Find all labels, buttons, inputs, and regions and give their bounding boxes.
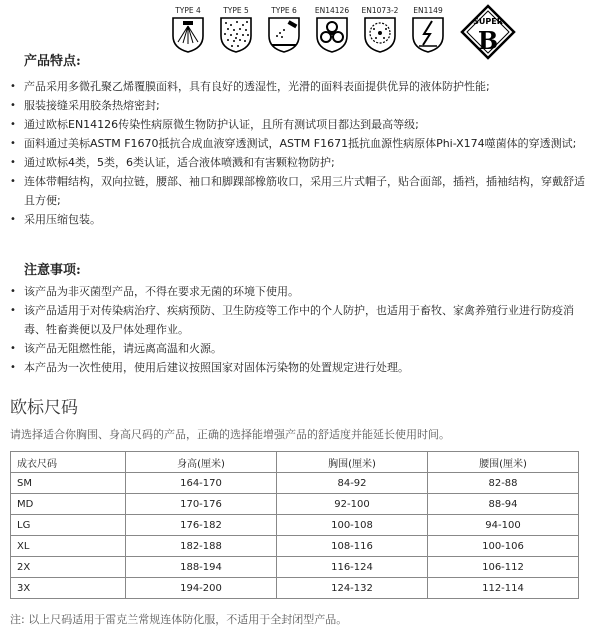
light-spray-icon [266, 16, 302, 54]
logo-text-super: SUPER [473, 17, 503, 26]
table-cell: 88-94 [428, 494, 579, 515]
table-row [11, 578, 579, 599]
table-header-cell: 腰围(厘米) [428, 452, 579, 473]
table-cell: 108-116 [277, 536, 428, 557]
table-cell: 100-106 [428, 536, 579, 557]
list-item: • 该产品无阻燃性能，请远离高温和火源。 [8, 339, 593, 358]
antistatic-icon [410, 16, 446, 54]
features-title: 产品特点: [24, 54, 81, 69]
table-cell: 176-182 [126, 515, 277, 536]
biohazard-icon [314, 16, 350, 54]
table-header-cell: 身高(厘米) [126, 452, 277, 473]
list-item: • 本产品为一次性使用，使用后建议按照国家对固体污染物的处置规定进行处理。 [8, 358, 593, 377]
table-cell: 188-194 [126, 557, 277, 578]
table-cell: 3X [11, 578, 126, 599]
cert-label: TYPE 6 [271, 6, 297, 15]
table-cell: 194-200 [126, 578, 277, 599]
features-list [8, 77, 593, 229]
table-row [11, 557, 579, 578]
cert-label: TYPE 4 [175, 6, 201, 15]
table-cell: 2X [11, 557, 126, 578]
table-header-row [11, 452, 579, 473]
certification-icons [168, 6, 448, 54]
cert-en1073 [360, 6, 400, 54]
table-cell: 82-88 [428, 473, 579, 494]
cert-label: EN14126 [314, 6, 350, 15]
table-cell: MD [11, 494, 126, 515]
list-item: • 服装接缝采用胶条热熔密封; [8, 96, 593, 115]
table-cell: 100-108 [277, 515, 428, 536]
table-cell: 116-124 [277, 557, 428, 578]
radioactive-particle-icon [362, 16, 398, 54]
table-header-cell: 成衣尺码 [11, 452, 126, 473]
cert-label: EN1149 [413, 6, 443, 15]
size-note: 注: 以上尺码适用于雷克兰常规连体防化服，不适用于全封闭型产品。 [10, 613, 348, 626]
table-cell: 84-92 [277, 473, 428, 494]
notice-title: 注意事项: [24, 263, 81, 278]
list-item: • 该产品适用于对传染病治疗、疾病预防、卫生防疫等工作中的个人防护，也适用于畜牧、家禽养殖行业进行防疫消毒、牲畜粪便以及尸体处理作业。 [8, 301, 593, 339]
table-cell: 164-170 [126, 473, 277, 494]
list-item: • 连体带帽结构，双向拉链，腰部、袖口和脚踝部橡筋收口，采用三片式帽子，贴合面部，插裆，插袖结构，穿戴舒适且方便; [8, 172, 593, 210]
size-chart-title: 欧标尺码 [10, 398, 78, 418]
cert-label: TYPE 5 [223, 6, 249, 15]
table-header-cell: 胸围(厘米) [277, 452, 428, 473]
super-b-logo [460, 4, 516, 60]
list-item: • 通过欧标4类，5类，6类认证，适合液体喷溅和有害颗粒物防护; [8, 153, 593, 172]
table-cell: 112-114 [428, 578, 579, 599]
spray-shower-icon [170, 16, 206, 54]
cert-type5 [216, 6, 256, 54]
table-cell: 106-112 [428, 557, 579, 578]
notice-list [8, 282, 593, 377]
size-table [10, 451, 579, 599]
cert-label: EN1073-2 [361, 6, 399, 15]
list-item: • 该产品为非灭菌型产品，不得在要求无菌的环境下使用。 [8, 282, 593, 301]
table-cell: 94-100 [428, 515, 579, 536]
table-cell: 124-132 [277, 578, 428, 599]
logo-text-b: B [477, 26, 499, 55]
list-item: • 采用压缩包装。 [8, 210, 593, 229]
cert-en1149 [408, 6, 448, 54]
table-cell: SM [11, 473, 126, 494]
size-chart-description: 请选择适合你胸围、身高尺码的产品，正确的选择能增强产品的舒适度并能延长使用时间。 [10, 428, 450, 441]
table-row [11, 473, 579, 494]
table-cell: LG [11, 515, 126, 536]
table-cell: 170-176 [126, 494, 277, 515]
table-cell: XL [11, 536, 126, 557]
table-cell: 182-188 [126, 536, 277, 557]
list-item: • 产品采用多微孔聚乙烯覆膜面料，具有良好的透湿性，光滑的面料表面提供优异的液体防护性能; [8, 77, 593, 96]
particle-dust-icon [218, 16, 254, 54]
table-cell: 92-100 [277, 494, 428, 515]
cert-type4 [168, 6, 208, 54]
table-row [11, 515, 579, 536]
table-row [11, 494, 579, 515]
table-row [11, 536, 579, 557]
cert-type6 [264, 6, 304, 54]
cert-en14126 [312, 6, 352, 54]
list-item: • 面料通过美标ASTM F1670抵抗合成血液穿透测试，ASTM F1671抵抗血源性病原体Phi-X174噬菌体的穿透测试; [8, 134, 593, 153]
list-item: • 通过欧标EN14126传染性病原微生物防护认证，且所有测试项目都达到最高等级; [8, 115, 593, 134]
